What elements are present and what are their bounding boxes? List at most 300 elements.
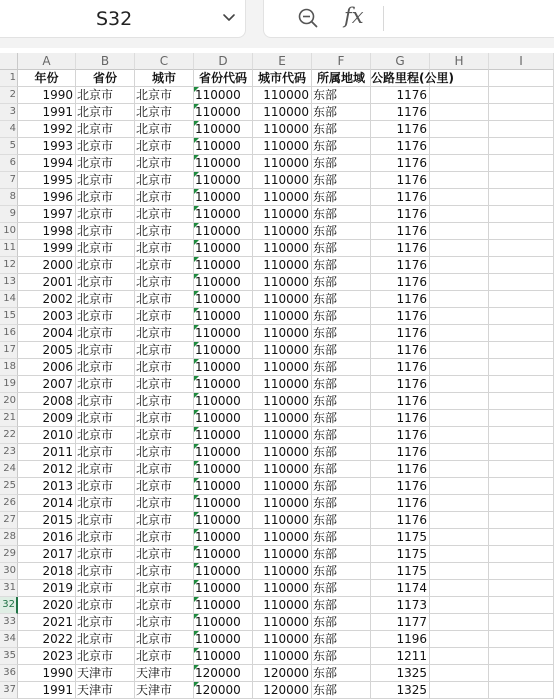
table-cell[interactable]: 2005 bbox=[18, 342, 76, 359]
table-cell[interactable]: 东部 bbox=[312, 665, 371, 682]
number-as-text-flag-icon[interactable] bbox=[194, 291, 199, 296]
table-cell[interactable]: 1176 bbox=[371, 308, 430, 325]
table-cell[interactable] bbox=[489, 478, 554, 495]
table-cell[interactable]: 1993 bbox=[18, 138, 76, 155]
row-header[interactable] bbox=[0, 342, 18, 359]
row-header[interactable] bbox=[0, 682, 18, 699]
number-as-text-flag-icon[interactable] bbox=[194, 648, 199, 653]
table-cell[interactable]: 1176 bbox=[371, 495, 430, 512]
table-cell[interactable]: 1175 bbox=[371, 546, 430, 563]
row-header[interactable] bbox=[0, 512, 18, 529]
row-header[interactable] bbox=[0, 444, 18, 461]
table-cell[interactable]: 110000 bbox=[194, 427, 253, 444]
table-cell[interactable]: 北京市 bbox=[135, 155, 194, 172]
table-cell[interactable]: 120000 bbox=[253, 682, 312, 699]
table-cell[interactable]: 110000 bbox=[194, 155, 253, 172]
table-cell[interactable]: 2003 bbox=[18, 308, 76, 325]
table-cell[interactable] bbox=[489, 648, 554, 665]
table-cell[interactable]: 北京市 bbox=[76, 325, 135, 342]
table-cell[interactable]: 110000 bbox=[253, 648, 312, 665]
table-cell[interactable]: 北京市 bbox=[135, 291, 194, 308]
table-cell[interactable]: 2017 bbox=[18, 546, 76, 563]
table-cell[interactable] bbox=[430, 648, 489, 665]
table-cell[interactable]: 110000 bbox=[253, 155, 312, 172]
table-cell[interactable]: 110000 bbox=[194, 478, 253, 495]
table-cell[interactable] bbox=[430, 189, 489, 206]
table-cell[interactable]: 110000 bbox=[194, 359, 253, 376]
table-cell[interactable]: 天津市 bbox=[135, 682, 194, 699]
table-cell[interactable]: 110000 bbox=[253, 444, 312, 461]
table-cell[interactable]: 110000 bbox=[253, 138, 312, 155]
table-cell[interactable]: 2001 bbox=[18, 274, 76, 291]
row-header[interactable] bbox=[0, 546, 18, 563]
table-cell[interactable]: 110000 bbox=[194, 240, 253, 257]
row-header[interactable] bbox=[0, 70, 18, 87]
table-cell[interactable] bbox=[489, 308, 554, 325]
header-cell[interactable]: 年份 bbox=[18, 70, 76, 87]
table-cell[interactable]: 东部 bbox=[312, 189, 371, 206]
table-cell[interactable]: 1996 bbox=[18, 189, 76, 206]
table-cell[interactable]: 110000 bbox=[194, 138, 253, 155]
table-cell[interactable] bbox=[430, 631, 489, 648]
table-cell[interactable] bbox=[489, 257, 554, 274]
table-cell[interactable]: 1176 bbox=[371, 189, 430, 206]
row-header[interactable] bbox=[0, 206, 18, 223]
table-cell[interactable]: 110000 bbox=[194, 325, 253, 342]
table-cell[interactable]: 110000 bbox=[253, 393, 312, 410]
table-cell[interactable] bbox=[430, 546, 489, 563]
table-cell[interactable]: 北京市 bbox=[135, 189, 194, 206]
table-cell[interactable]: 1999 bbox=[18, 240, 76, 257]
table-cell[interactable]: 北京市 bbox=[135, 614, 194, 631]
table-cell[interactable] bbox=[430, 614, 489, 631]
row-header[interactable] bbox=[0, 274, 18, 291]
column-header-e[interactable]: E bbox=[253, 53, 312, 70]
table-cell[interactable]: 北京市 bbox=[76, 308, 135, 325]
table-cell[interactable]: 1176 bbox=[371, 223, 430, 240]
row-header[interactable] bbox=[0, 291, 18, 308]
table-cell[interactable] bbox=[489, 580, 554, 597]
table-cell[interactable] bbox=[430, 529, 489, 546]
table-cell[interactable]: 北京市 bbox=[76, 359, 135, 376]
table-cell[interactable]: 北京市 bbox=[76, 87, 135, 104]
table-cell[interactable]: 110000 bbox=[253, 546, 312, 563]
header-cell[interactable]: 城市 bbox=[135, 70, 194, 87]
table-cell[interactable]: 北京市 bbox=[76, 580, 135, 597]
table-cell[interactable]: 北京市 bbox=[135, 444, 194, 461]
row-header[interactable] bbox=[0, 359, 18, 376]
table-cell[interactable] bbox=[489, 495, 554, 512]
table-cell[interactable]: 110000 bbox=[253, 104, 312, 121]
table-cell[interactable]: 北京市 bbox=[76, 478, 135, 495]
table-cell[interactable] bbox=[489, 427, 554, 444]
table-cell[interactable]: 2023 bbox=[18, 648, 76, 665]
number-as-text-flag-icon[interactable] bbox=[194, 682, 199, 687]
table-cell[interactable]: 110000 bbox=[253, 291, 312, 308]
table-cell[interactable]: 110000 bbox=[194, 580, 253, 597]
table-cell[interactable]: 110000 bbox=[253, 427, 312, 444]
table-cell[interactable]: 110000 bbox=[194, 648, 253, 665]
table-cell[interactable] bbox=[489, 512, 554, 529]
header-cell[interactable]: 公路里程(公里) bbox=[371, 71, 454, 85]
table-cell[interactable]: 东部 bbox=[312, 563, 371, 580]
table-cell[interactable]: 北京市 bbox=[135, 342, 194, 359]
table-cell[interactable]: 北京市 bbox=[135, 308, 194, 325]
table-cell[interactable]: 东部 bbox=[312, 614, 371, 631]
table-cell[interactable]: 东部 bbox=[312, 410, 371, 427]
number-as-text-flag-icon[interactable] bbox=[194, 308, 199, 313]
row-header[interactable] bbox=[0, 597, 18, 614]
table-cell[interactable]: 东部 bbox=[312, 172, 371, 189]
table-cell[interactable] bbox=[430, 308, 489, 325]
number-as-text-flag-icon[interactable] bbox=[194, 529, 199, 534]
table-cell[interactable]: 北京市 bbox=[135, 87, 194, 104]
table-cell[interactable]: 1176 bbox=[371, 478, 430, 495]
table-cell[interactable]: 东部 bbox=[312, 495, 371, 512]
number-as-text-flag-icon[interactable] bbox=[194, 189, 199, 194]
table-cell[interactable] bbox=[430, 495, 489, 512]
table-cell[interactable]: 1992 bbox=[18, 121, 76, 138]
table-cell[interactable]: 东部 bbox=[312, 546, 371, 563]
number-as-text-flag-icon[interactable] bbox=[194, 597, 199, 602]
table-cell[interactable] bbox=[489, 597, 554, 614]
table-cell[interactable]: 2016 bbox=[18, 529, 76, 546]
table-cell[interactable]: 北京市 bbox=[135, 648, 194, 665]
column-header-d[interactable]: D bbox=[194, 53, 253, 70]
table-cell[interactable]: 北京市 bbox=[135, 478, 194, 495]
number-as-text-flag-icon[interactable] bbox=[194, 563, 199, 568]
table-cell[interactable]: 东部 bbox=[312, 206, 371, 223]
table-cell[interactable]: 1176 bbox=[371, 444, 430, 461]
table-cell[interactable] bbox=[430, 410, 489, 427]
table-cell[interactable]: 东部 bbox=[312, 121, 371, 138]
row-header[interactable] bbox=[0, 257, 18, 274]
number-as-text-flag-icon[interactable] bbox=[194, 121, 199, 126]
table-cell[interactable] bbox=[430, 665, 489, 682]
table-cell[interactable]: 120000 bbox=[253, 665, 312, 682]
number-as-text-flag-icon[interactable] bbox=[194, 206, 199, 211]
table-cell[interactable]: 1175 bbox=[371, 529, 430, 546]
table-cell[interactable]: 北京市 bbox=[76, 172, 135, 189]
table-cell[interactable]: 1176 bbox=[371, 257, 430, 274]
table-cell[interactable]: 1991 bbox=[18, 682, 76, 699]
table-cell[interactable]: 北京市 bbox=[76, 495, 135, 512]
number-as-text-flag-icon[interactable] bbox=[194, 172, 199, 177]
table-cell[interactable]: 1176 bbox=[371, 291, 430, 308]
table-cell[interactable]: 北京市 bbox=[135, 206, 194, 223]
table-cell[interactable]: 110000 bbox=[194, 495, 253, 512]
table-cell[interactable]: 110000 bbox=[194, 376, 253, 393]
table-cell[interactable]: 110000 bbox=[253, 121, 312, 138]
row-header[interactable] bbox=[0, 648, 18, 665]
number-as-text-flag-icon[interactable] bbox=[194, 376, 199, 381]
table-cell[interactable]: 1990 bbox=[18, 87, 76, 104]
table-cell[interactable]: 北京市 bbox=[135, 172, 194, 189]
table-cell[interactable] bbox=[430, 138, 489, 155]
table-cell[interactable]: 1176 bbox=[371, 155, 430, 172]
table-cell[interactable] bbox=[489, 682, 554, 699]
table-cell[interactable] bbox=[430, 478, 489, 495]
table-cell[interactable]: 110000 bbox=[194, 104, 253, 121]
number-as-text-flag-icon[interactable] bbox=[194, 631, 199, 636]
table-cell[interactable]: 北京市 bbox=[76, 189, 135, 206]
table-cell[interactable]: 110000 bbox=[194, 342, 253, 359]
table-cell[interactable] bbox=[489, 206, 554, 223]
table-cell[interactable]: 1176 bbox=[371, 104, 430, 121]
table-cell[interactable]: 北京市 bbox=[135, 359, 194, 376]
table-cell[interactable]: 2000 bbox=[18, 257, 76, 274]
row-header[interactable] bbox=[0, 495, 18, 512]
table-cell[interactable]: 东部 bbox=[312, 376, 371, 393]
table-cell[interactable]: 东部 bbox=[312, 342, 371, 359]
table-cell[interactable] bbox=[489, 529, 554, 546]
table-cell[interactable]: 东部 bbox=[312, 291, 371, 308]
table-cell[interactable]: 北京市 bbox=[76, 240, 135, 257]
row-header[interactable] bbox=[0, 631, 18, 648]
chevron-down-icon[interactable] bbox=[221, 9, 237, 25]
table-cell[interactable]: 110000 bbox=[194, 223, 253, 240]
table-cell[interactable]: 110000 bbox=[253, 631, 312, 648]
table-cell[interactable]: 1175 bbox=[371, 563, 430, 580]
table-cell[interactable]: 2010 bbox=[18, 427, 76, 444]
table-cell[interactable]: 北京市 bbox=[135, 138, 194, 155]
table-cell[interactable]: 北京市 bbox=[76, 529, 135, 546]
table-cell[interactable]: 1176 bbox=[371, 376, 430, 393]
table-cell[interactable]: 北京市 bbox=[135, 495, 194, 512]
table-cell[interactable] bbox=[430, 444, 489, 461]
table-cell[interactable]: 1176 bbox=[371, 274, 430, 291]
table-cell[interactable]: 东部 bbox=[312, 427, 371, 444]
table-cell[interactable]: 1173 bbox=[371, 597, 430, 614]
table-cell[interactable]: 2006 bbox=[18, 359, 76, 376]
table-cell[interactable]: 110000 bbox=[194, 614, 253, 631]
table-cell[interactable]: 2014 bbox=[18, 495, 76, 512]
table-cell[interactable]: 北京市 bbox=[135, 257, 194, 274]
table-cell[interactable]: 1176 bbox=[371, 512, 430, 529]
table-cell[interactable]: 北京市 bbox=[135, 104, 194, 121]
table-cell[interactable] bbox=[430, 376, 489, 393]
table-cell[interactable] bbox=[489, 87, 554, 104]
table-cell[interactable]: 北京市 bbox=[76, 121, 135, 138]
table-cell[interactable]: 2019 bbox=[18, 580, 76, 597]
table-cell[interactable] bbox=[430, 87, 489, 104]
table-cell[interactable]: 110000 bbox=[253, 529, 312, 546]
number-as-text-flag-icon[interactable] bbox=[194, 512, 199, 517]
table-cell[interactable]: 110000 bbox=[194, 631, 253, 648]
table-cell[interactable]: 1998 bbox=[18, 223, 76, 240]
table-cell[interactable]: 2013 bbox=[18, 478, 76, 495]
table-cell[interactable]: 1196 bbox=[371, 631, 430, 648]
row-header[interactable] bbox=[0, 461, 18, 478]
table-cell[interactable]: 北京市 bbox=[135, 393, 194, 410]
table-cell[interactable]: 110000 bbox=[194, 121, 253, 138]
table-cell[interactable]: 110000 bbox=[253, 342, 312, 359]
table-cell[interactable]: 110000 bbox=[253, 376, 312, 393]
table-cell[interactable]: 天津市 bbox=[76, 682, 135, 699]
table-cell[interactable]: 东部 bbox=[312, 274, 371, 291]
header-cell[interactable]: 省份 bbox=[76, 70, 135, 87]
table-cell[interactable]: 110000 bbox=[253, 240, 312, 257]
row-header[interactable] bbox=[0, 121, 18, 138]
table-cell[interactable]: 2018 bbox=[18, 563, 76, 580]
table-cell[interactable] bbox=[489, 325, 554, 342]
table-cell[interactable]: 北京市 bbox=[135, 461, 194, 478]
table-cell[interactable]: 东部 bbox=[312, 138, 371, 155]
table-cell[interactable]: 110000 bbox=[194, 189, 253, 206]
table-cell[interactable] bbox=[430, 121, 489, 138]
row-header[interactable] bbox=[0, 614, 18, 631]
table-cell[interactable] bbox=[489, 121, 554, 138]
row-header[interactable] bbox=[0, 478, 18, 495]
column-header-a[interactable]: A bbox=[18, 53, 76, 70]
row-header[interactable] bbox=[0, 155, 18, 172]
table-cell[interactable]: 1176 bbox=[371, 393, 430, 410]
table-cell[interactable]: 东部 bbox=[312, 240, 371, 257]
table-cell[interactable] bbox=[430, 104, 489, 121]
table-cell[interactable] bbox=[489, 376, 554, 393]
table-cell[interactable] bbox=[489, 461, 554, 478]
number-as-text-flag-icon[interactable] bbox=[194, 427, 199, 432]
table-cell[interactable] bbox=[489, 665, 554, 682]
table-cell[interactable] bbox=[489, 172, 554, 189]
table-cell[interactable]: 北京市 bbox=[76, 393, 135, 410]
table-cell[interactable]: 110000 bbox=[194, 512, 253, 529]
number-as-text-flag-icon[interactable] bbox=[194, 223, 199, 228]
table-cell[interactable]: 北京市 bbox=[135, 597, 194, 614]
table-cell[interactable]: 110000 bbox=[253, 223, 312, 240]
column-header-b[interactable]: B bbox=[76, 53, 135, 70]
table-cell[interactable]: 北京市 bbox=[135, 274, 194, 291]
table-cell[interactable]: 北京市 bbox=[76, 138, 135, 155]
table-cell[interactable]: 东部 bbox=[312, 155, 371, 172]
table-cell[interactable]: 天津市 bbox=[76, 665, 135, 682]
number-as-text-flag-icon[interactable] bbox=[194, 240, 199, 245]
table-cell[interactable] bbox=[489, 410, 554, 427]
table-cell[interactable]: 北京市 bbox=[135, 223, 194, 240]
table-cell[interactable]: 北京市 bbox=[76, 631, 135, 648]
number-as-text-flag-icon[interactable] bbox=[194, 614, 199, 619]
table-cell[interactable]: 1325 bbox=[371, 665, 430, 682]
table-cell[interactable] bbox=[430, 223, 489, 240]
table-cell[interactable]: 北京市 bbox=[76, 223, 135, 240]
table-cell[interactable]: 110000 bbox=[194, 87, 253, 104]
table-cell[interactable] bbox=[489, 291, 554, 308]
table-cell[interactable]: 110000 bbox=[253, 274, 312, 291]
table-cell[interactable]: 110000 bbox=[253, 614, 312, 631]
number-as-text-flag-icon[interactable] bbox=[194, 257, 199, 262]
number-as-text-flag-icon[interactable] bbox=[194, 495, 199, 500]
table-cell[interactable]: 110000 bbox=[194, 393, 253, 410]
table-cell[interactable]: 110000 bbox=[253, 308, 312, 325]
number-as-text-flag-icon[interactable] bbox=[194, 104, 199, 109]
table-cell[interactable] bbox=[489, 393, 554, 410]
table-cell[interactable]: 北京市 bbox=[76, 155, 135, 172]
select-all-corner[interactable] bbox=[0, 53, 18, 70]
table-cell[interactable]: 1991 bbox=[18, 104, 76, 121]
table-cell[interactable]: 1176 bbox=[371, 121, 430, 138]
table-cell[interactable] bbox=[430, 342, 489, 359]
table-cell[interactable]: 110000 bbox=[253, 478, 312, 495]
table-cell[interactable]: 北京市 bbox=[76, 614, 135, 631]
table-cell[interactable]: 1176 bbox=[371, 87, 430, 104]
table-cell[interactable]: 北京市 bbox=[76, 206, 135, 223]
number-as-text-flag-icon[interactable] bbox=[194, 138, 199, 143]
table-cell[interactable]: 1174 bbox=[371, 580, 430, 597]
table-cell[interactable] bbox=[489, 155, 554, 172]
name-box[interactable] bbox=[0, 0, 246, 38]
table-cell[interactable]: 110000 bbox=[194, 410, 253, 427]
column-header-c[interactable]: C bbox=[135, 53, 194, 70]
table-cell[interactable]: 东部 bbox=[312, 359, 371, 376]
table-cell[interactable]: 北京市 bbox=[135, 529, 194, 546]
number-as-text-flag-icon[interactable] bbox=[194, 155, 199, 160]
row-header[interactable] bbox=[0, 308, 18, 325]
table-cell[interactable]: 北京市 bbox=[135, 410, 194, 427]
number-as-text-flag-icon[interactable] bbox=[194, 87, 199, 92]
table-cell[interactable]: 1176 bbox=[371, 206, 430, 223]
table-cell[interactable] bbox=[430, 393, 489, 410]
table-cell[interactable]: 110000 bbox=[253, 512, 312, 529]
number-as-text-flag-icon[interactable] bbox=[194, 342, 199, 347]
table-cell[interactable]: 1211 bbox=[371, 648, 430, 665]
table-cell[interactable]: 1176 bbox=[371, 427, 430, 444]
table-cell[interactable]: 北京市 bbox=[76, 444, 135, 461]
number-as-text-flag-icon[interactable] bbox=[194, 444, 199, 449]
table-cell[interactable]: 东部 bbox=[312, 597, 371, 614]
table-cell[interactable]: 北京市 bbox=[76, 648, 135, 665]
table-cell[interactable]: 110000 bbox=[194, 563, 253, 580]
table-cell[interactable]: 东部 bbox=[312, 87, 371, 104]
row-header[interactable] bbox=[0, 580, 18, 597]
table-cell[interactable]: 北京市 bbox=[135, 376, 194, 393]
table-cell[interactable]: 北京市 bbox=[76, 597, 135, 614]
row-header[interactable] bbox=[0, 104, 18, 121]
table-cell[interactable]: 110000 bbox=[194, 257, 253, 274]
column-header-h[interactable]: H bbox=[430, 53, 489, 70]
table-cell[interactable]: 110000 bbox=[194, 546, 253, 563]
number-as-text-flag-icon[interactable] bbox=[194, 325, 199, 330]
table-cell[interactable]: 110000 bbox=[253, 325, 312, 342]
table-cell[interactable] bbox=[430, 155, 489, 172]
column-header-f[interactable]: F bbox=[312, 53, 371, 70]
table-cell[interactable]: 东部 bbox=[312, 257, 371, 274]
row-header[interactable] bbox=[0, 529, 18, 546]
table-cell[interactable]: 东部 bbox=[312, 223, 371, 240]
table-cell[interactable]: 1176 bbox=[371, 240, 430, 257]
table-cell[interactable]: 北京市 bbox=[76, 257, 135, 274]
table-cell[interactable]: 2004 bbox=[18, 325, 76, 342]
row-header[interactable] bbox=[0, 563, 18, 580]
row-header[interactable] bbox=[0, 223, 18, 240]
table-cell[interactable] bbox=[430, 682, 489, 699]
table-cell[interactable]: 110000 bbox=[194, 444, 253, 461]
table-cell[interactable]: 北京市 bbox=[135, 240, 194, 257]
table-cell[interactable]: 110000 bbox=[253, 189, 312, 206]
table-cell[interactable]: 1995 bbox=[18, 172, 76, 189]
row-header[interactable] bbox=[0, 87, 18, 104]
table-cell[interactable]: 北京市 bbox=[76, 104, 135, 121]
table-cell[interactable]: 东部 bbox=[312, 648, 371, 665]
table-cell[interactable] bbox=[430, 359, 489, 376]
row-header[interactable] bbox=[0, 240, 18, 257]
formula-input[interactable] bbox=[389, 4, 549, 32]
table-cell[interactable] bbox=[430, 274, 489, 291]
table-cell[interactable]: 北京市 bbox=[76, 376, 135, 393]
table-cell[interactable] bbox=[430, 563, 489, 580]
table-cell[interactable]: 北京市 bbox=[76, 427, 135, 444]
table-cell[interactable]: 110000 bbox=[194, 597, 253, 614]
table-cell[interactable]: 2020 bbox=[18, 597, 76, 614]
